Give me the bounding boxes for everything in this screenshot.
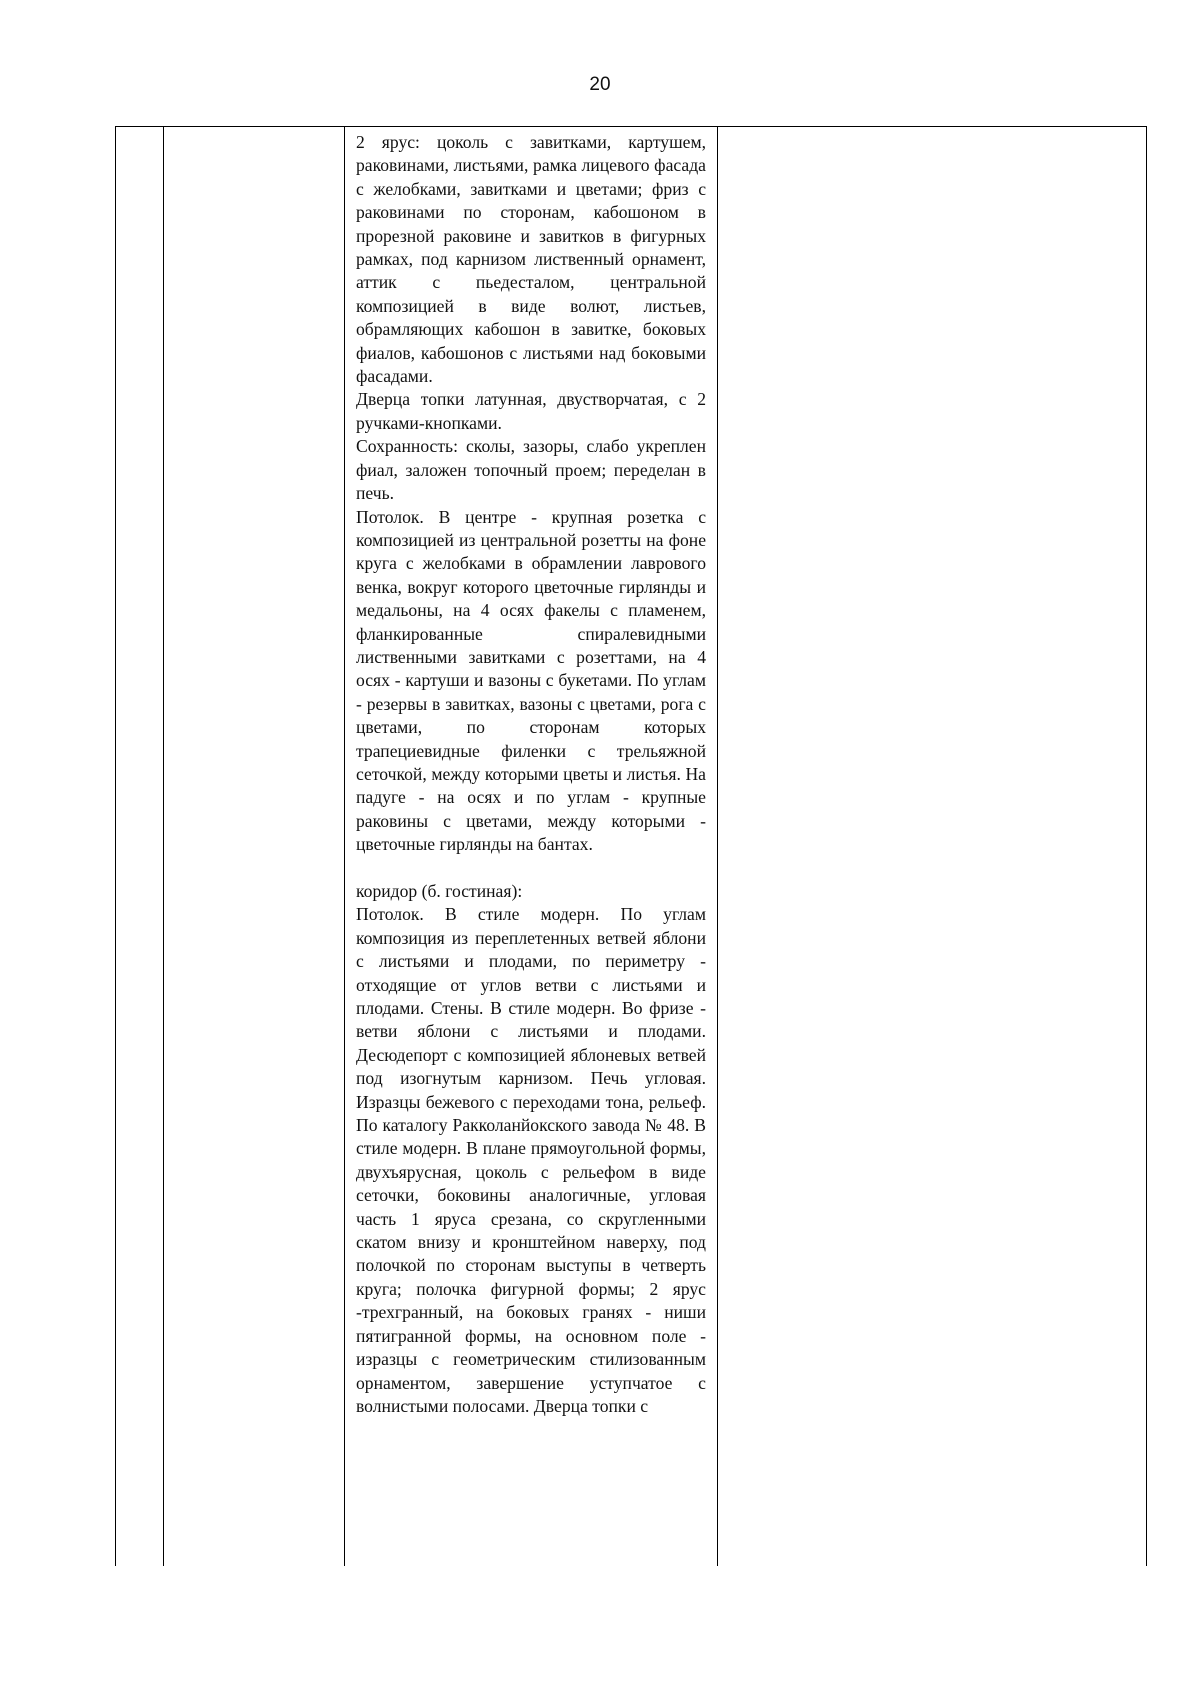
table-top-border: [115, 126, 1147, 127]
paragraph-tier-2: 2 ярус: цоколь с завитками, картушем, раковинами, листьями, рамка лицевого фасада с желобками, завитками и цветами; фриз с раковинами по сторонам, кабошоном в прорезной раковине и завитков в фигурных рамках, под карнизом лиственный орнамент, аттик с пьедесталом, центральной композицией в виде волют, листьев, обрамляющих кабошон в завитке, боковых фиалов, кабошонов с листьями над боковыми фасадами.: [356, 132, 706, 387]
blank-line: [356, 857, 706, 880]
paragraph-corridor: Потолок. В стиле модерн. По углам композиция из переплетенных ветвей яблони с листьями и плодами, по периметру - отходящие от углов ветви с листьями и плодами. Стены. В стиле модерн. Во фризе - ветви яблони с листьями и плодами. Десюдепорт с композицией яблоневых ветвей под изогнутым карнизом. Печь угловая. Изразцы бежевого с переходами тона, рельеф. По каталогу Ракколанйокского завода № 48. В стиле модерн. В плане прямоугольной формы, двухъярусная, цоколь с рельефом в виде сеточки, боковины аналогичные, угловая часть 1 яруса срезана, со скругленными скатом внизу и кронштейном наверху, под полочкой по сторонам выступы в четверть круга; полочка фигурной формы; 2 ярус -трехгранный, на боковых гранях - ниши пятигранной формы, на основном поле - изразцы с геометрическим стилизованным орнаментом, завершение уступчатое с волнистыми полосами. Дверца топки с: [356, 904, 706, 1416]
paragraph-room-heading: коридор (б. гостиная):: [356, 880, 523, 901]
column-divider-1: [163, 126, 164, 1566]
page-number: 20: [589, 74, 611, 95]
column-divider-3: [717, 126, 718, 1566]
paragraph-condition: Сохранность: сколы, зазоры, слабо укреплен фиал, заложен топочный проем; переделан в печь.: [356, 436, 706, 504]
column-divider-2: [344, 126, 345, 1566]
table-right-border: [1146, 126, 1147, 1566]
paragraph-firebox-door: Дверца топки латунная, двустворчатая, с 2 ручками-кнопками.: [356, 389, 706, 433]
description-cell: [356, 131, 706, 1418]
table-left-border: [115, 126, 116, 1566]
paragraph-ceiling: Потолок. В центре - крупная розетка с композицией из центральной розетты на фоне круга с желобками в обрамлении лаврового венка, вокруг которого цветочные гирлянды и медальоны, на 4 осях факелы с пламенем, фланкированные спиралевидными лиственными завитками с розеттами, на 4 осях - картуши и вазоны с букетами. По углам - резервы в завитках, вазоны с цветами, рога с цветами, по сторонам которых трапециевидные филенки с трельяжной сеточкой, между которыми цветы и листья. На падуге - на осях и по углам - крупные раковины с цветами, между которыми - цветочные гирлянды на бантах.: [356, 506, 706, 855]
